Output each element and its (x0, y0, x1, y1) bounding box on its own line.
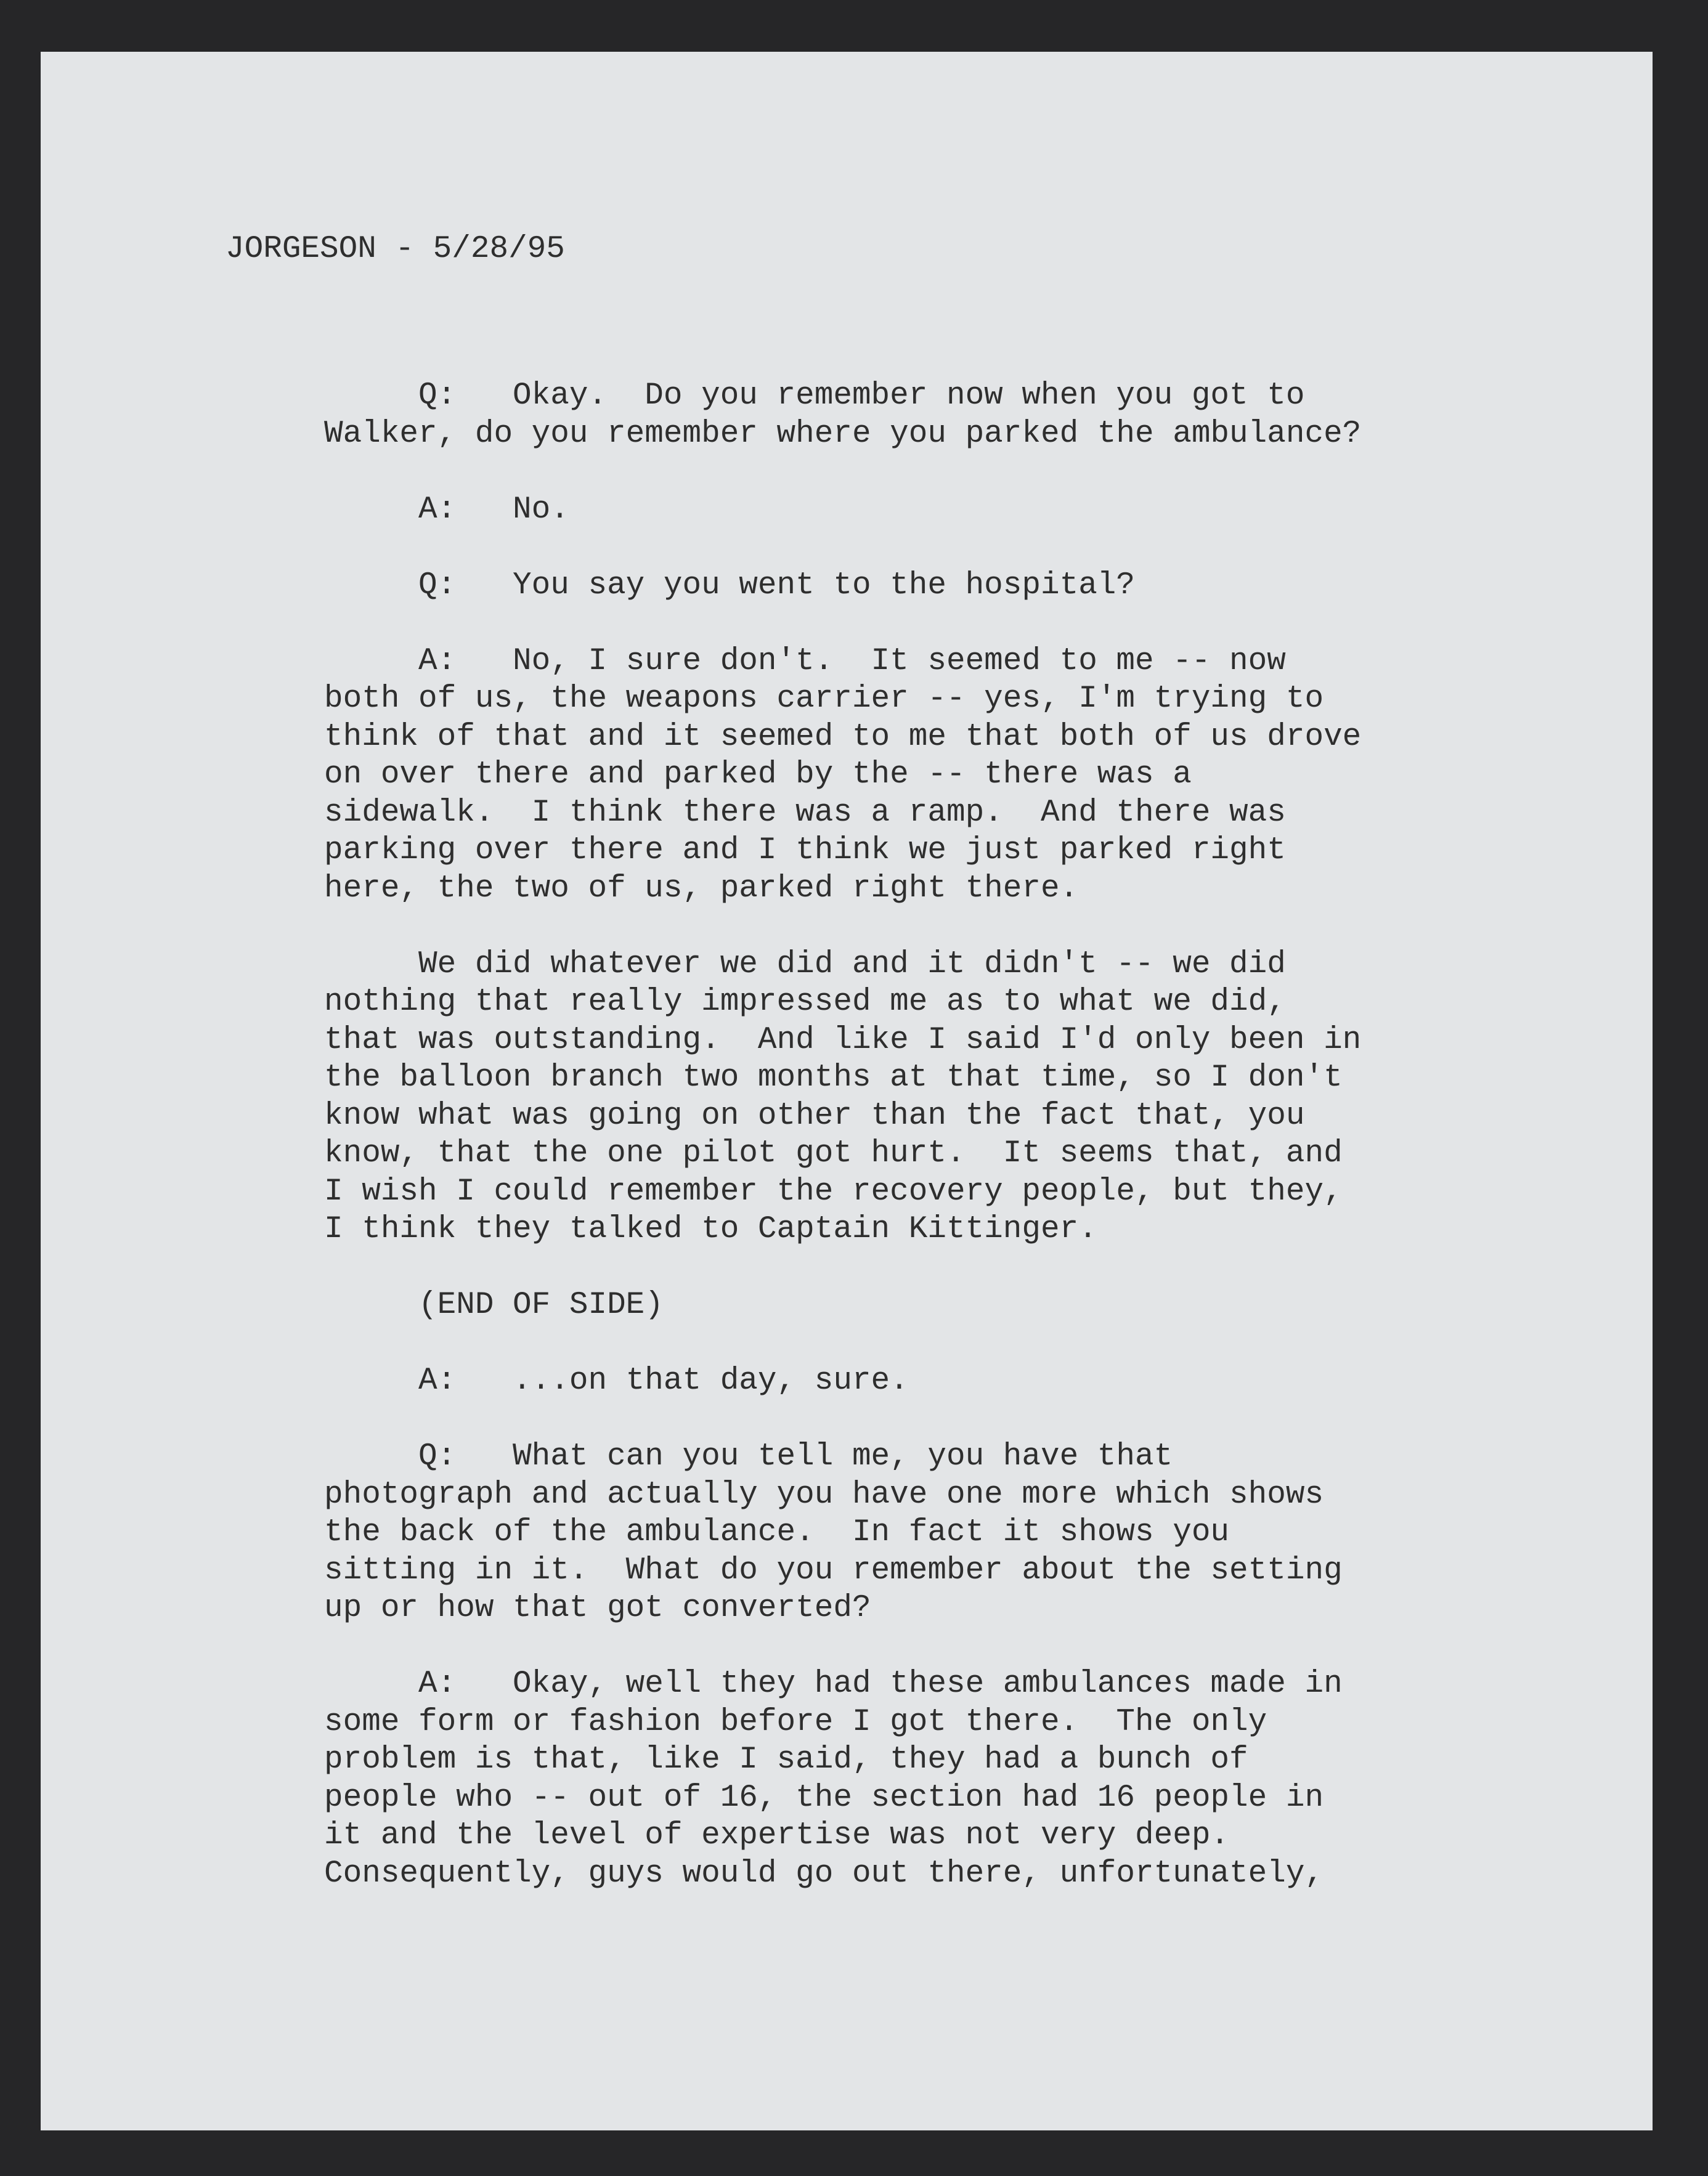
text-line: that was outstanding. And like I said I'd only been in (324, 1022, 1362, 1058)
text-line: photograph and actually you have one more which shows (324, 1477, 1324, 1512)
text-line: A: ...on that day, sure. (324, 1363, 909, 1399)
text-line: know, that the one pilot got hurt. It seems that, and (324, 1136, 1343, 1171)
text-line: Consequently, guys would go out there, unfortunately, (324, 1856, 1324, 1891)
transcript-paragraph (324, 1665, 1361, 1893)
text-line: I think they talked to Captain Kittinger. (324, 1212, 1097, 1247)
text-line: A: Okay, well they had these ambulances made in (324, 1667, 1343, 1702)
transcript-paragraph (324, 377, 1361, 453)
transcript-paragraph (324, 491, 1361, 529)
text-line: Walker, do you remember where you parked the ambulance? (324, 416, 1362, 452)
text-line: sitting in it. What do you remember about the setting (324, 1553, 1343, 1588)
text-line: I wish I could remember the recovery people, but they, (324, 1174, 1343, 1209)
text-line: Q: Okay. Do you remember now when you got to (324, 378, 1305, 413)
text-line: (END OF SIDE) (324, 1288, 664, 1323)
text-line: it and the level of expertise was not very deep. (324, 1818, 1230, 1853)
text-line: A: No. (324, 492, 569, 527)
text-line: Q: You say you went to the hospital? (324, 567, 1136, 603)
transcript-paragraph (324, 567, 1361, 605)
text-line: sidewalk. I think there was a ramp. And there was (324, 795, 1286, 830)
text-line: some form or fashion before I got there. The only (324, 1704, 1267, 1740)
text-line: We did whatever we did and it didn't -- we did (324, 946, 1286, 982)
text-line: Q: What can you tell me, you have that (324, 1439, 1173, 1474)
text-line: nothing that really impressed me as to what we did, (324, 984, 1286, 1020)
text-line: the balloon branch two months at that time, so I don't (324, 1060, 1343, 1095)
text-line: know what was going on other than the fact that, you (324, 1098, 1305, 1134)
text-line: up or how that got converted? (324, 1591, 871, 1626)
text-line: think of that and it seemed to me that both of us drove (324, 719, 1362, 755)
document-page (41, 52, 1653, 2130)
transcript-paragraph (324, 643, 1361, 908)
text-line: people who -- out of 16, the section had 16 people in (324, 1780, 1324, 1816)
text-line: on over there and parked by the -- there was a (324, 757, 1192, 792)
transcript-paragraph (324, 946, 1361, 1249)
text-line: both of us, the weapons carrier -- yes, I'm trying to (324, 681, 1324, 717)
text-line: parking over there and I think we just parked right (324, 833, 1286, 868)
transcript-body (324, 377, 1361, 1931)
text-line: here, the two of us, parked right there. (324, 871, 1079, 906)
text-line: the back of the ambulance. In fact it shows you (324, 1515, 1230, 1550)
transcript-paragraph (324, 1362, 1361, 1400)
transcript-paragraph (324, 1286, 1361, 1325)
text-line: A: No, I sure don't. It seemed to me -- now (324, 643, 1286, 679)
transcript-paragraph (324, 1438, 1361, 1628)
page-header: JORGESON - 5/28/95 (226, 232, 565, 267)
text-line: problem is that, like I said, they had a bunch of (324, 1742, 1248, 1777)
